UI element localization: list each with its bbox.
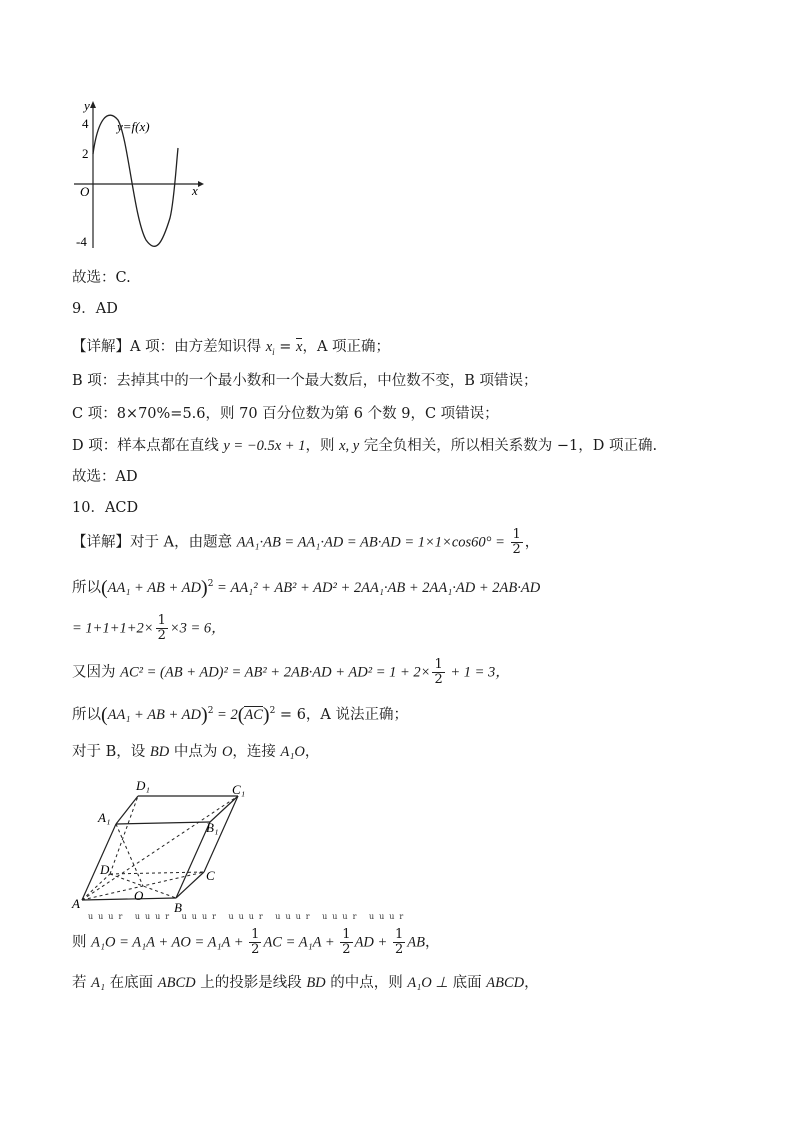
origin-label: O — [80, 184, 90, 199]
q9-option-b: B 项：去掉其中的一个最小数和一个最大数后，中位数不变，B 项错误； — [72, 373, 538, 389]
q10-line-1 — [72, 528, 539, 557]
vec-ac: AC — [244, 706, 263, 723]
text: 若 — [72, 975, 92, 991]
uuu-vector-marks: uuur uuur uuur uuur uuur uuur uuur — [88, 912, 409, 921]
edge — [176, 822, 210, 898]
text: 上的投影是线段 — [195, 975, 307, 991]
text: ，则 — [305, 438, 340, 454]
x-bar: x — [296, 339, 303, 355]
den: 2 — [512, 542, 521, 557]
label-A1: A₁ — [98, 810, 111, 825]
num: 1 — [512, 527, 521, 542]
q9-option-a — [72, 337, 390, 362]
text: A 项：由方差知识得 — [130, 339, 266, 355]
text: 中点为 — [169, 744, 222, 760]
math: A₁O ⊥ — [407, 975, 449, 991]
math: AB — [407, 934, 425, 951]
math: AA₁ + AB + AD — [107, 579, 202, 596]
num: 1 — [251, 927, 260, 942]
fraction — [249, 928, 261, 957]
math: y = −0.5x + 1 — [223, 438, 306, 454]
label-B: B — [174, 900, 182, 914]
text: 所以 — [72, 706, 101, 723]
y-axis-arrow-icon — [90, 101, 96, 108]
den: 2 — [342, 942, 351, 957]
edge — [176, 872, 204, 898]
edge — [116, 822, 210, 824]
math: ABCD — [486, 975, 525, 991]
text: ，连接 — [232, 744, 281, 760]
num: 1 — [434, 657, 443, 672]
text: 在底面 — [105, 975, 158, 991]
detail-tag: 【详解】 — [72, 339, 130, 355]
text: ， — [424, 934, 440, 951]
fraction — [156, 614, 168, 643]
math: BD — [149, 744, 170, 760]
hidden-edge — [116, 824, 143, 886]
math: O — [221, 744, 233, 760]
text: 则 — [72, 934, 92, 951]
label-B1: B₁ — [206, 820, 219, 835]
q10-line-7 — [72, 928, 439, 957]
math: A₁O — [280, 744, 305, 760]
text: = 6，A 说法正确； — [275, 706, 409, 723]
label-D: D — [100, 862, 110, 877]
math: + 1 = 3， — [446, 664, 510, 681]
den: 2 — [434, 672, 443, 687]
text: ， — [524, 534, 540, 551]
label-O: O — [134, 888, 144, 903]
math — [266, 339, 275, 355]
q10-line-4 — [72, 658, 510, 687]
function-graph — [70, 98, 210, 258]
sq: 2 — [269, 706, 276, 716]
math: AC² = (AB + AD)² = AB² + 2AB·AD + AD² = 1 + 2× — [120, 664, 431, 681]
text: D 项：样本点都在直线 — [72, 438, 224, 454]
label-C1: C₁ — [232, 782, 246, 797]
text: 所以 — [72, 579, 101, 596]
den: 2 — [394, 942, 404, 957]
sub: i — [272, 346, 275, 357]
q10-line-2 — [72, 574, 540, 598]
text: 对于 A，由题意 — [130, 534, 237, 551]
function-curve — [93, 115, 178, 246]
y-tick-4: 4 — [82, 116, 89, 131]
y-tick-2: 2 — [82, 146, 89, 161]
paren: ) — [262, 703, 270, 726]
num: 1 — [342, 927, 351, 942]
paren: ( — [101, 703, 108, 726]
q9-option-c: C 项：8×70%=5.6，则 70 百分位数为第 6 个数 9，C 项错误； — [72, 406, 499, 422]
edge — [116, 796, 138, 824]
question-9-answer: 9．AD — [72, 301, 118, 317]
x-axis-label: x — [192, 183, 198, 198]
text: 底面 — [448, 975, 487, 991]
math: AD + — [354, 934, 391, 951]
edge — [82, 898, 176, 900]
paren: ( — [237, 703, 245, 726]
text: ， — [304, 744, 320, 760]
fraction — [432, 658, 444, 687]
edge — [210, 796, 238, 822]
num: 1 — [394, 927, 404, 942]
q10-line-5 — [72, 701, 408, 725]
answer-choice-ad: 故选：AD — [72, 469, 138, 485]
text: ，A 项正确； — [302, 339, 391, 355]
sq: 2 — [207, 706, 214, 716]
q10-line-6 — [72, 742, 319, 762]
math: A₁O = A₁A + AO = A₁A + — [91, 934, 248, 951]
math: AA₁ + AB + AD — [107, 706, 202, 723]
math: AC = A₁A + — [263, 934, 339, 951]
text: 的中点，则 — [325, 975, 408, 991]
text: ， — [524, 975, 539, 991]
question-10-answer: 10．ACD — [72, 500, 139, 516]
text: 对于 B，设 — [72, 744, 150, 760]
var: x — [265, 339, 273, 355]
math: A₁ — [91, 975, 106, 991]
sq: 2 — [207, 579, 214, 589]
eq: = — [274, 339, 297, 355]
hidden-edge — [110, 796, 138, 874]
math: x, y — [339, 438, 360, 454]
math: BD — [306, 975, 326, 991]
fraction — [393, 928, 405, 957]
label-A: A — [72, 896, 80, 911]
answer-choice-c: 故选：C. — [72, 270, 131, 286]
den: 2 — [157, 628, 166, 643]
math: = AA₁² + AB² + AD² + 2AA₁·AB + 2AA₁·AD + 2AB·AD — [213, 579, 541, 596]
math: = 2 — [213, 706, 238, 723]
text: 又因为 — [72, 664, 121, 681]
den: 2 — [251, 942, 260, 957]
detail-tag: 【详解】 — [72, 534, 130, 551]
label-C: C — [206, 868, 215, 883]
math: = 1+1+1+2× — [72, 620, 154, 637]
x-axis-arrow-icon — [198, 181, 204, 187]
fraction — [511, 528, 523, 557]
q10-line-8 — [72, 973, 539, 993]
paren: ( — [101, 576, 108, 599]
paren: ) — [201, 703, 208, 726]
fraction — [340, 928, 352, 957]
label-D1: D₁ — [136, 778, 150, 793]
y-axis-label: y — [84, 98, 90, 113]
hidden-edge — [82, 874, 110, 900]
math: AA₁·AB = AA₁·AD = AB·AD = 1×1×cos60° = — [236, 534, 509, 551]
y-tick-neg4: -4 — [76, 234, 87, 249]
num: 1 — [157, 613, 166, 628]
math: ABCD — [157, 975, 196, 991]
q9-option-d — [72, 436, 657, 456]
parallelepiped-figure — [70, 776, 260, 914]
math: ×3 = 6， — [169, 620, 226, 637]
text: 完全负相关，所以相关系数为 −1，D 项正确. — [359, 438, 658, 454]
curve-label: y=f(x) — [117, 119, 150, 134]
paren: ) — [201, 576, 208, 599]
q10-line-3 — [72, 614, 226, 643]
